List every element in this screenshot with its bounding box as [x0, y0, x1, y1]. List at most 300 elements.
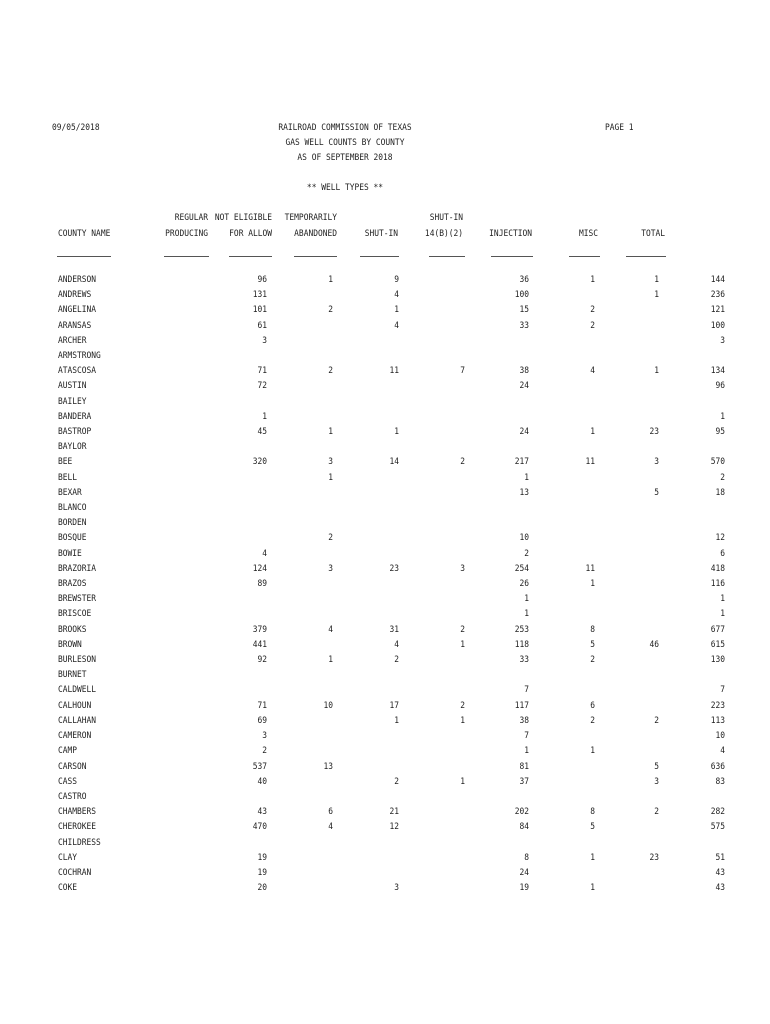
shut-in-cell: [399, 880, 465, 895]
county-name: BAYLOR: [58, 441, 87, 453]
regular-cell: [198, 333, 267, 348]
injection-cell: [529, 424, 595, 439]
total-value: 96: [715, 380, 725, 392]
regular-cell: [198, 804, 267, 819]
temp-abandoned-cell: [333, 667, 399, 682]
shut-in-value: 1: [460, 638, 465, 650]
shut-in-cell: [399, 774, 465, 789]
temp-abandoned-cell: [333, 302, 399, 317]
misc-value: 1: [654, 289, 659, 301]
misc-value: 2: [654, 806, 659, 818]
total-cell: [659, 880, 725, 895]
not-eligible-cell: [267, 348, 333, 363]
shut-in-14b2-value: 81: [519, 760, 529, 772]
total-value: 3: [720, 334, 725, 346]
shut-in-cell: [399, 713, 465, 728]
regular-cell: [198, 819, 267, 834]
shut-in-14b2-value: 8: [524, 851, 529, 863]
misc-cell: [595, 576, 659, 591]
header-rule-injection: [491, 256, 533, 257]
total-cell: [659, 728, 725, 743]
injection-cell: [529, 728, 595, 743]
not-eligible-cell: [267, 865, 333, 880]
temp-abandoned-value: 12: [389, 821, 399, 833]
report-subtitle: GAS WELL COUNTS BY COUNTY: [285, 137, 405, 148]
county-name-cell: [58, 667, 198, 682]
row-margin: [0, 637, 58, 652]
misc-cell: [595, 439, 659, 454]
county-name: BURLESON: [58, 654, 97, 666]
shut-in-14b2-cell: [465, 622, 529, 637]
injection-value: 2: [590, 319, 595, 331]
injection-cell: [529, 606, 595, 621]
row-margin: [0, 606, 58, 621]
county-name-cell: [58, 302, 198, 317]
not-eligible-cell: [267, 819, 333, 834]
not-eligible-value: 1: [328, 274, 333, 285]
injection-cell: [529, 515, 595, 530]
shut-in-cell: [399, 302, 465, 317]
regular-cell: [198, 622, 267, 637]
not-eligible-cell: [267, 561, 333, 576]
temp-abandoned-cell: [333, 576, 399, 591]
injection-cell: [529, 272, 595, 287]
row-margin: [0, 363, 58, 378]
regular-value: 89: [257, 578, 267, 590]
shut-in-14b2-value: 100: [514, 289, 529, 301]
misc-cell: [595, 835, 659, 850]
total-value: 1: [720, 608, 725, 620]
row-margin: [0, 378, 58, 393]
total-value: 2: [720, 471, 725, 483]
row-margin: [0, 850, 58, 865]
shut-in-cell: [399, 470, 465, 485]
not-eligible-cell: [267, 287, 333, 302]
county-name-cell: [58, 454, 198, 469]
report-date: 09/05/2018: [52, 122, 100, 133]
shut-in-14b2-value: 24: [519, 426, 529, 438]
regular-cell: [198, 348, 267, 363]
county-name: BREWSTER: [58, 593, 97, 605]
table-row: [0, 743, 725, 758]
shut-in-cell: [399, 682, 465, 697]
injection-cell: [529, 850, 595, 865]
row-margin: [0, 318, 58, 333]
county-name-cell: [58, 348, 198, 363]
shut-in-14b2-value: 117: [514, 699, 529, 711]
shut-in-cell: [399, 835, 465, 850]
shut-in-value: 2: [460, 699, 465, 711]
misc-value: 5: [654, 486, 659, 498]
shut-in-14b2-cell: [465, 667, 529, 682]
regular-cell: [198, 302, 267, 317]
misc-cell: [595, 378, 659, 393]
total-value: 113: [710, 714, 725, 726]
misc-cell: [595, 530, 659, 545]
shut-in-cell: [399, 850, 465, 865]
regular-value: 72: [257, 380, 267, 392]
regular-value: 537: [252, 760, 267, 772]
total-cell: [659, 302, 725, 317]
regular-cell: [198, 713, 267, 728]
total-cell: [659, 713, 725, 728]
county-name-cell: [58, 287, 198, 302]
county-name-cell: [58, 622, 198, 637]
total-value: 43: [715, 882, 725, 894]
total-cell: [659, 850, 725, 865]
shut-in-cell: [399, 439, 465, 454]
temp-abandoned-cell: [333, 743, 399, 758]
county-name: CASS: [58, 775, 78, 787]
total-cell: [659, 378, 725, 393]
total-value: 282: [710, 806, 725, 818]
total-value: 95: [715, 426, 725, 438]
row-margin: [0, 287, 58, 302]
county-name: CAMERON: [58, 730, 92, 742]
temp-abandoned-value: 23: [389, 562, 399, 574]
injection-cell: [529, 500, 595, 515]
table-row: [0, 454, 725, 469]
row-margin: [0, 530, 58, 545]
temp-abandoned-cell: [333, 865, 399, 880]
misc-value: 23: [649, 851, 659, 863]
regular-cell: [198, 591, 267, 606]
shut-in-cell: [399, 546, 465, 561]
temp-abandoned-value: 2: [394, 654, 399, 666]
county-name: ANDERSON: [58, 274, 97, 285]
regular-cell: [198, 652, 267, 667]
shut-in-14b2-cell: [465, 850, 529, 865]
col-header-county: COUNTY NAME: [58, 228, 111, 239]
misc-cell: [595, 804, 659, 819]
regular-cell: [198, 743, 267, 758]
misc-cell: [595, 743, 659, 758]
temp-abandoned-value: 9: [394, 274, 399, 285]
regular-value: 4: [262, 547, 267, 559]
table-row: [0, 728, 725, 743]
temp-abandoned-value: 31: [389, 623, 399, 635]
total-value: 18: [715, 486, 725, 498]
header-rule-total: [626, 256, 666, 257]
not-eligible-cell: [267, 682, 333, 697]
shut-in-14b2-cell: [465, 333, 529, 348]
injection-value: 6: [590, 699, 595, 711]
injection-cell: [529, 743, 595, 758]
total-cell: [659, 500, 725, 515]
shut-in-14b2-value: 1: [524, 593, 529, 605]
total-cell: [659, 470, 725, 485]
row-margin: [0, 272, 58, 287]
regular-cell: [198, 667, 267, 682]
county-name-cell: [58, 561, 198, 576]
row-margin: [0, 728, 58, 743]
temp-abandoned-cell: [333, 637, 399, 652]
col-header-temp-top: TEMPORARILY: [284, 212, 337, 223]
table-row: [0, 880, 725, 895]
header-rule-county: [57, 256, 111, 257]
county-name-cell: [58, 698, 198, 713]
county-name: CHEROKEE: [58, 821, 97, 833]
row-margin: [0, 682, 58, 697]
injection-cell: [529, 287, 595, 302]
injection-cell: [529, 318, 595, 333]
county-name: BURNET: [58, 669, 87, 681]
table-row: [0, 682, 725, 697]
county-name-cell: [58, 713, 198, 728]
shut-in-14b2-cell: [465, 318, 529, 333]
not-eligible-cell: [267, 850, 333, 865]
regular-cell: [198, 759, 267, 774]
county-name-cell: [58, 759, 198, 774]
shut-in-14b2-value: 7: [524, 730, 529, 742]
total-value: 130: [710, 654, 725, 666]
regular-cell: [198, 439, 267, 454]
shut-in-cell: [399, 606, 465, 621]
total-value: 4: [720, 745, 725, 757]
not-eligible-value: 10: [323, 699, 333, 711]
county-name: COKE: [58, 882, 78, 894]
county-name: ANDREWS: [58, 289, 92, 301]
injection-value: 1: [590, 426, 595, 438]
county-name: BLANCO: [58, 502, 87, 514]
table-row: [0, 302, 725, 317]
shut-in-14b2-cell: [465, 652, 529, 667]
regular-cell: [198, 698, 267, 713]
injection-cell: [529, 363, 595, 378]
col-header-regular-bottom: PRODUCING: [165, 228, 208, 239]
regular-cell: [198, 850, 267, 865]
misc-cell: [595, 682, 659, 697]
total-cell: [659, 789, 725, 804]
total-cell: [659, 698, 725, 713]
shut-in-14b2-value: 202: [514, 806, 529, 818]
regular-value: 320: [252, 456, 267, 468]
county-name-cell: [58, 530, 198, 545]
shut-in-cell: [399, 652, 465, 667]
header-rule-not-eligible: [229, 256, 272, 257]
injection-cell: [529, 667, 595, 682]
row-margin: [0, 880, 58, 895]
col-header-total: TOTAL: [641, 228, 665, 239]
shut-in-cell: [399, 728, 465, 743]
shut-in-cell: [399, 409, 465, 424]
row-margin: [0, 759, 58, 774]
table-row: [0, 394, 725, 409]
regular-cell: [198, 561, 267, 576]
shut-in-14b2-value: 254: [514, 562, 529, 574]
not-eligible-cell: [267, 622, 333, 637]
shut-in-14b2-cell: [465, 804, 529, 819]
shut-in-cell: [399, 789, 465, 804]
regular-value: 43: [257, 806, 267, 818]
shut-in-14b2-cell: [465, 865, 529, 880]
injection-value: 11: [585, 456, 595, 468]
injection-cell: [529, 348, 595, 363]
regular-cell: [198, 454, 267, 469]
misc-cell: [595, 637, 659, 652]
not-eligible-cell: [267, 272, 333, 287]
shut-in-cell: [399, 287, 465, 302]
injection-value: 1: [590, 274, 595, 285]
not-eligible-cell: [267, 424, 333, 439]
misc-cell: [595, 759, 659, 774]
total-cell: [659, 409, 725, 424]
misc-cell: [595, 272, 659, 287]
shut-in-14b2-cell: [465, 287, 529, 302]
total-cell: [659, 606, 725, 621]
injection-cell: [529, 591, 595, 606]
county-name-cell: [58, 728, 198, 743]
regular-cell: [198, 682, 267, 697]
temp-abandoned-value: 2: [394, 775, 399, 787]
not-eligible-cell: [267, 591, 333, 606]
injection-value: 5: [590, 821, 595, 833]
county-name-cell: [58, 318, 198, 333]
row-margin: [0, 333, 58, 348]
section-title: ** WELL TYPES **: [306, 182, 384, 193]
temp-abandoned-value: 3: [394, 882, 399, 894]
table-row: [0, 333, 725, 348]
injection-cell: [529, 485, 595, 500]
col-header-temp-bottom: ABANDONED: [294, 228, 337, 239]
county-name-cell: [58, 804, 198, 819]
table-row: [0, 546, 725, 561]
shut-in-14b2-cell: [465, 698, 529, 713]
col-header-shut-in-14b2-top: SHUT-IN: [429, 212, 463, 223]
not-eligible-value: 6: [328, 806, 333, 818]
table-row: [0, 774, 725, 789]
table-row: [0, 409, 725, 424]
shut-in-cell: [399, 515, 465, 530]
total-cell: [659, 485, 725, 500]
county-name: CARSON: [58, 760, 87, 772]
table-row: [0, 561, 725, 576]
shut-in-14b2-cell: [465, 454, 529, 469]
misc-cell: [595, 865, 659, 880]
row-margin: [0, 394, 58, 409]
county-name-cell: [58, 819, 198, 834]
county-name-cell: [58, 606, 198, 621]
county-name-cell: [58, 591, 198, 606]
table-row: [0, 819, 725, 834]
misc-cell: [595, 880, 659, 895]
temp-abandoned-cell: [333, 530, 399, 545]
total-value: 121: [710, 304, 725, 316]
regular-value: 45: [257, 426, 267, 438]
total-value: 83: [715, 775, 725, 787]
total-cell: [659, 819, 725, 834]
report-as-of: AS OF SEPTEMBER 2018: [297, 152, 393, 163]
temp-abandoned-cell: [333, 424, 399, 439]
not-eligible-cell: [267, 546, 333, 561]
row-margin: [0, 713, 58, 728]
regular-cell: [198, 637, 267, 652]
injection-cell: [529, 378, 595, 393]
not-eligible-value: 3: [328, 562, 333, 574]
injection-cell: [529, 698, 595, 713]
misc-cell: [595, 333, 659, 348]
temp-abandoned-cell: [333, 485, 399, 500]
county-name: CASTRO: [58, 790, 87, 802]
injection-cell: [529, 637, 595, 652]
county-name-cell: [58, 363, 198, 378]
shut-in-14b2-cell: [465, 819, 529, 834]
temp-abandoned-cell: [333, 287, 399, 302]
county-name: BRAZORIA: [58, 562, 97, 574]
misc-cell: [595, 652, 659, 667]
county-name-cell: [58, 835, 198, 850]
county-name: CALDWELL: [58, 684, 97, 696]
injection-value: 1: [590, 851, 595, 863]
total-cell: [659, 637, 725, 652]
regular-value: 61: [257, 319, 267, 331]
regular-cell: [198, 485, 267, 500]
injection-cell: [529, 576, 595, 591]
temp-abandoned-cell: [333, 439, 399, 454]
county-name: BANDERA: [58, 410, 92, 422]
not-eligible-cell: [267, 743, 333, 758]
county-name: ANGELINA: [58, 304, 97, 316]
regular-cell: [198, 606, 267, 621]
not-eligible-value: 4: [328, 821, 333, 833]
shut-in-14b2-value: 7: [524, 684, 529, 696]
row-margin: [0, 789, 58, 804]
misc-cell: [595, 819, 659, 834]
temp-abandoned-value: 17: [389, 699, 399, 711]
shut-in-cell: [399, 743, 465, 758]
misc-cell: [595, 348, 659, 363]
not-eligible-cell: [267, 804, 333, 819]
not-eligible-value: 1: [328, 471, 333, 483]
shut-in-14b2-cell: [465, 530, 529, 545]
not-eligible-cell: [267, 789, 333, 804]
temp-abandoned-cell: [333, 378, 399, 393]
total-value: 116: [710, 578, 725, 590]
shut-in-14b2-value: 38: [519, 365, 529, 377]
not-eligible-cell: [267, 713, 333, 728]
temp-abandoned-value: 4: [394, 319, 399, 331]
total-cell: [659, 743, 725, 758]
shut-in-14b2-value: 84: [519, 821, 529, 833]
county-name-cell: [58, 743, 198, 758]
table-row: [0, 272, 725, 287]
temp-abandoned-cell: [333, 318, 399, 333]
shut-in-14b2-cell: [465, 880, 529, 895]
county-name-cell: [58, 439, 198, 454]
county-name-cell: [58, 378, 198, 393]
header-rule-shut-in: [360, 256, 399, 257]
regular-value: 19: [257, 866, 267, 878]
misc-cell: [595, 698, 659, 713]
table-row: [0, 622, 725, 637]
total-cell: [659, 561, 725, 576]
not-eligible-cell: [267, 576, 333, 591]
misc-value: 2: [654, 714, 659, 726]
misc-value: 1: [654, 365, 659, 377]
shut-in-14b2-value: 37: [519, 775, 529, 787]
shut-in-14b2-value: 19: [519, 882, 529, 894]
not-eligible-cell: [267, 500, 333, 515]
misc-cell: [595, 713, 659, 728]
temp-abandoned-value: 4: [394, 289, 399, 301]
shut-in-14b2-cell: [465, 424, 529, 439]
regular-value: 2: [262, 745, 267, 757]
temp-abandoned-cell: [333, 804, 399, 819]
injection-cell: [529, 789, 595, 804]
not-eligible-cell: [267, 652, 333, 667]
county-name-cell: [58, 470, 198, 485]
total-cell: [659, 530, 725, 545]
